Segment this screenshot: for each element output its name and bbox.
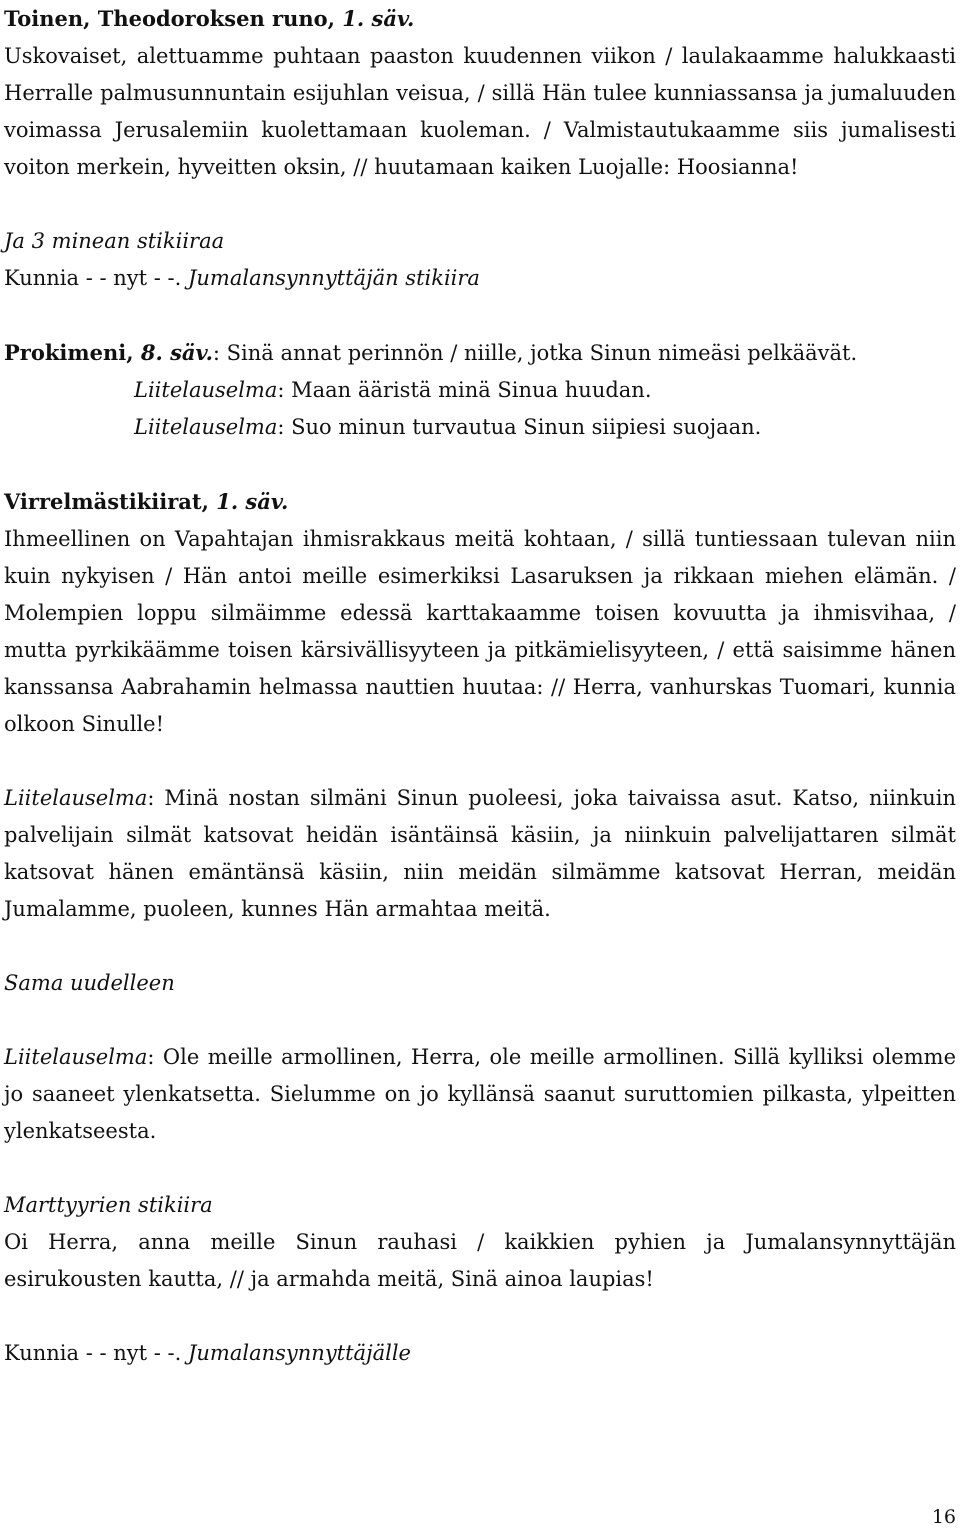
hymn-text: Ihmeellinen on Vapahtajan ihmisrakkaus meitä kohtaan, / sillä tuntiessaan tulevan niin kuin nykyisen / Hän antoi meille esimerkiksi Lasaruksen ja rikkaan miehen elämän. / Molempien loppu silmäimme edessä karttakaamme toisen kovuutta ja ihmisvihaa, / mutta pyrkikäämme toisen kärsivällisyyteen ja pitkämielisyyteen, / että saisimme hänen kanssansa Aabrahamin helmassa nauttien huutaa: // Herra, vanhurskas Tuomari, kunnia olkoon Sinulle! (4, 527, 956, 736)
section-heading: Virrelmästikiirat, 1. säv. (4, 489, 289, 514)
verse-paragraph: Liitelauselma: Ole meille armollinen, Herra, ole meille armollinen. Sillä kylliksi olemme jo saaneet ylenkatsetta. Sielumme on jo kyllänsä saanut suruttomien pilkasta, ylpeitten ylenkatseesta. (4, 1045, 956, 1143)
hymn-text: Oi Herra, anna meille Sinun rauhasi / kaikkien pyhien ja Jumalansynnyttäjän esirukousten kautta, // ja armahda meitä, Sinä ainoa laupias! (4, 1230, 956, 1291)
page-number: 16 (931, 1506, 956, 1528)
spacer (4, 186, 956, 223)
verse-paragraph: Liitelauselma: Minä nostan silmäni Sinun puoleesi, joka taivaissa asut. Katso, niinkuin palvelijain silmät katsovat heidän isäntäinsä käsiin, ja niinkuin palvelijattaren silmät katsovat hänen emäntänsä käsiin, niin meidän silmämme katsovat Herran, meidän Jumalamme, puoleen, kunnes Hän armahtaa meitä. (4, 786, 956, 921)
spacer (4, 1298, 956, 1335)
prokeimenon-line (4, 334, 956, 372)
rubric-same-again: Sama uudelleen (4, 971, 175, 995)
glory-now-line: Kunnia - - nyt - -. Jumalansynnyttäjän stikiira (4, 266, 480, 290)
glory-now-line: Kunnia - - nyt - -. Jumalansynnyttäjälle (4, 1341, 411, 1365)
prokeimenon-text: : Sinä annat perinnön / niille, jotka Sinun nimeäsi pelkäävät. (212, 341, 858, 365)
theotokion-title: Jumalansynnyttäjälle (187, 1341, 411, 1365)
prokeimenon-verse-1: Liitelauselma: Maan ääristä minä Sinua huudan. (134, 378, 652, 402)
section-aposticha (4, 483, 956, 521)
theotokion-title: Jumalansynnyttäjän stikiira (187, 266, 480, 290)
section-theodoros-canon (4, 0, 956, 38)
section-heading: Toinen, Theodoroksen runo, 1. säv. (4, 6, 415, 31)
spacer (4, 1002, 956, 1039)
tone-label: 8. säv. (140, 340, 213, 365)
rubric-minea-stichera: Ja 3 minean stikiiraa (4, 229, 225, 253)
prokeimenon-label: Prokimeni, (4, 340, 141, 365)
spacer (4, 446, 956, 483)
rubric-martyrs-sticheron: Marttyyrien stikiira (4, 1193, 213, 1217)
spacer (4, 928, 956, 965)
prokeimenon-verse-2: Liitelauselma: Suo minun turvautua Sinun siipiesi suojaan. (134, 415, 762, 439)
spacer (4, 297, 956, 334)
document-page (4, 0, 956, 1372)
spacer (4, 743, 956, 780)
tone-label: 1. säv. (216, 489, 289, 514)
spacer (4, 1150, 956, 1187)
hymn-text: Uskovaiset, alettuamme puhtaan paaston kuudennen viikon / laulakaamme halukkaasti Herralle palmusunnuntain esijuhlan veisua, / sillä Hän tulee kunniassansa ja jumaluuden voimassa Jerusalemiin kuolettamaan kuoleman. / Valmistautukaamme siis jumalisesti voiton merkein, hyveitten oksin, // huutamaan kaiken Luojalle: Hoosianna! (4, 44, 956, 179)
tone-label: 1. säv. (342, 6, 415, 31)
